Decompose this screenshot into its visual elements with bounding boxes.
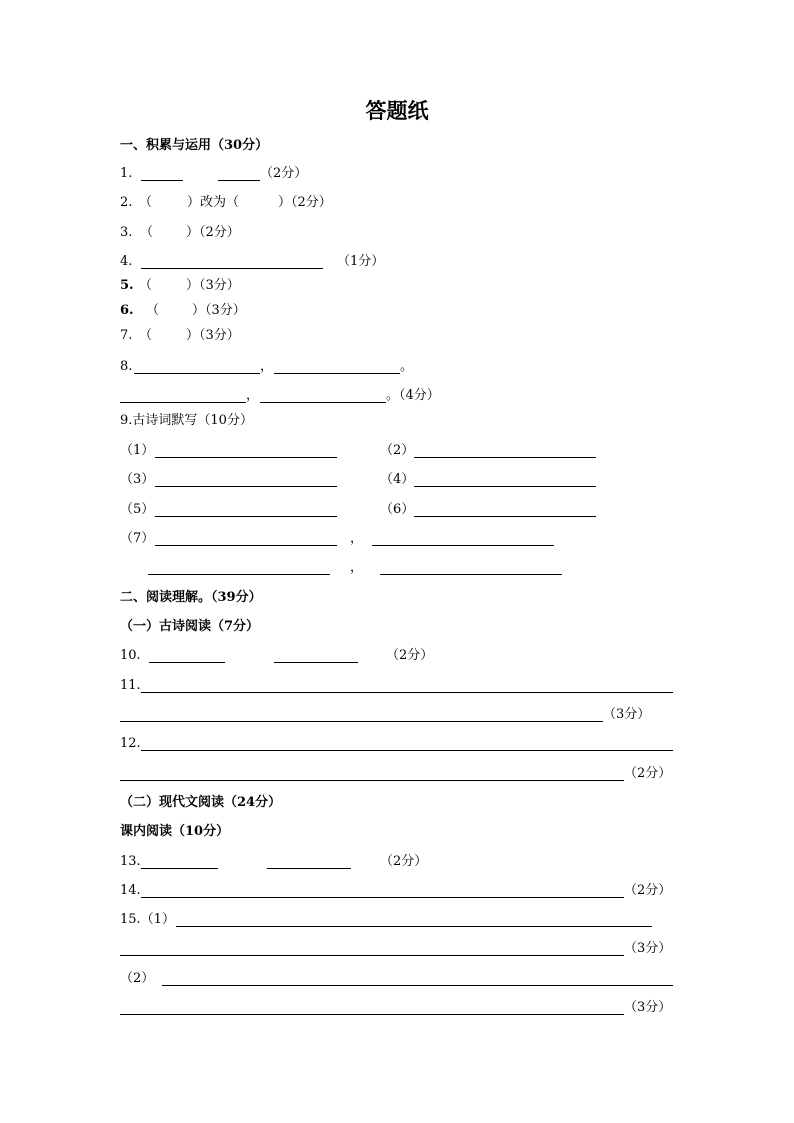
q9-item-5-blank[interactable] — [155, 516, 337, 517]
q13-blank-1[interactable] — [141, 868, 218, 869]
q6-score: ）（3分） — [192, 303, 246, 318]
q9-item-2-label: （2） — [380, 443, 415, 458]
q8-score: 。（4分） — [386, 388, 440, 403]
q9-item-1-label: （1） — [120, 443, 155, 458]
q7-score: ）（3分） — [186, 328, 240, 343]
q9-item-6-label: （6） — [380, 502, 415, 517]
q8-period-1: 。 — [400, 359, 414, 374]
q7-number: 7. — [120, 328, 133, 343]
q10-blank-2[interactable] — [274, 662, 358, 663]
q9-item-4-label: （4） — [380, 472, 415, 487]
q12-score: （2分） — [624, 766, 672, 781]
q14-score: （2分） — [624, 883, 672, 898]
q11-blank-2[interactable] — [120, 721, 603, 722]
q14-number: 14. — [120, 883, 141, 898]
q9-item-7-blank-1[interactable] — [155, 545, 337, 546]
q10-blank-1[interactable] — [149, 662, 225, 663]
q2-open-paren: （ — [139, 195, 153, 210]
q9-item-7-comma-1: ， — [350, 531, 364, 546]
q13-score: （2分） — [380, 854, 428, 869]
q9-item-3-blank[interactable] — [155, 486, 337, 487]
q15-part2-label: （2） — [120, 971, 155, 986]
q1-blank-1[interactable] — [141, 180, 183, 181]
section-2-heading: 二、阅读理解。（39分） — [120, 590, 262, 605]
part-2-heading: （二）现代文阅读（24分） — [120, 795, 282, 810]
q8-comma-1: ， — [260, 359, 274, 374]
section-1-heading: 一、积累与运用（30分） — [120, 138, 269, 153]
q8-blank-3[interactable] — [120, 402, 246, 403]
q8-number: 8. — [120, 359, 133, 374]
q9-item-3-label: （3） — [120, 472, 155, 487]
q1-blank-2[interactable] — [218, 180, 260, 181]
q9-item-7-blank-3[interactable] — [148, 574, 330, 575]
q15-part1-blank-1[interactable] — [176, 926, 652, 927]
q12-number: 12. — [120, 736, 141, 751]
q9-item-5-label: （5） — [120, 502, 155, 517]
q15-part1-blank-2[interactable] — [120, 955, 624, 956]
q15-part1-score: （3分） — [624, 941, 672, 956]
q9-item-2-blank[interactable] — [414, 457, 596, 458]
q15-number: 15.（1） — [120, 912, 175, 927]
q9-item-1-blank[interactable] — [155, 457, 337, 458]
q10-score: （2分） — [386, 648, 434, 663]
q12-blank-2[interactable] — [120, 780, 624, 781]
q8-blank-1[interactable] — [134, 373, 260, 374]
q15-part2-score: （3分） — [624, 1000, 672, 1015]
q9-heading: 9.古诗词默写（10分） — [120, 413, 253, 428]
q14-blank[interactable] — [141, 897, 624, 898]
q3-score: ）（2分） — [186, 225, 240, 240]
q3-number: 3. — [120, 225, 133, 240]
q6-open-paren: （ — [146, 303, 160, 318]
q6-number: 6. — [120, 303, 134, 318]
q9-item-4-blank[interactable] — [414, 486, 596, 487]
q1-score: （2分） — [260, 166, 308, 181]
q9-item-6-blank[interactable] — [414, 516, 596, 517]
q3-open-paren: （ — [140, 225, 154, 240]
q2-score: ）（2分） — [278, 195, 332, 210]
q1-number: 1. — [120, 166, 133, 181]
q7-open-paren: （ — [139, 328, 153, 343]
q11-blank-1[interactable] — [141, 692, 673, 693]
q9-item-7-comma-2: ， — [350, 560, 364, 575]
q2-change-to: ）改为（ — [187, 195, 240, 210]
q8-comma-2: ， — [246, 388, 260, 403]
q4-score: （1分） — [337, 254, 385, 269]
q15-part2-blank-2[interactable] — [120, 1014, 624, 1015]
q2-number: 2. — [120, 195, 133, 210]
q9-item-7-label: （7） — [120, 531, 155, 546]
part-1-heading: （一）古诗阅读（7分） — [120, 619, 260, 634]
q5-score: ）（3分） — [186, 278, 240, 293]
q4-blank[interactable] — [141, 268, 323, 269]
q15-part2-blank-1[interactable] — [162, 985, 673, 986]
q9-item-7-blank-2[interactable] — [372, 545, 554, 546]
q13-blank-2[interactable] — [267, 868, 351, 869]
q11-score: （3分） — [603, 707, 651, 722]
page-title: 答题纸 — [365, 98, 429, 123]
q11-number: 11. — [120, 678, 141, 693]
q9-item-7-blank-4[interactable] — [380, 574, 562, 575]
q10-number: 10. — [120, 648, 141, 663]
q5-open-paren: （ — [139, 278, 153, 293]
q8-blank-4[interactable] — [260, 402, 386, 403]
q4-number: 4. — [120, 254, 133, 269]
q13-number: 13. — [120, 854, 141, 869]
q8-blank-2[interactable] — [274, 373, 400, 374]
q12-blank-1[interactable] — [141, 750, 673, 751]
q5-number: 5. — [120, 278, 134, 293]
subsection-heading: 课内阅读（10分） — [120, 824, 230, 839]
